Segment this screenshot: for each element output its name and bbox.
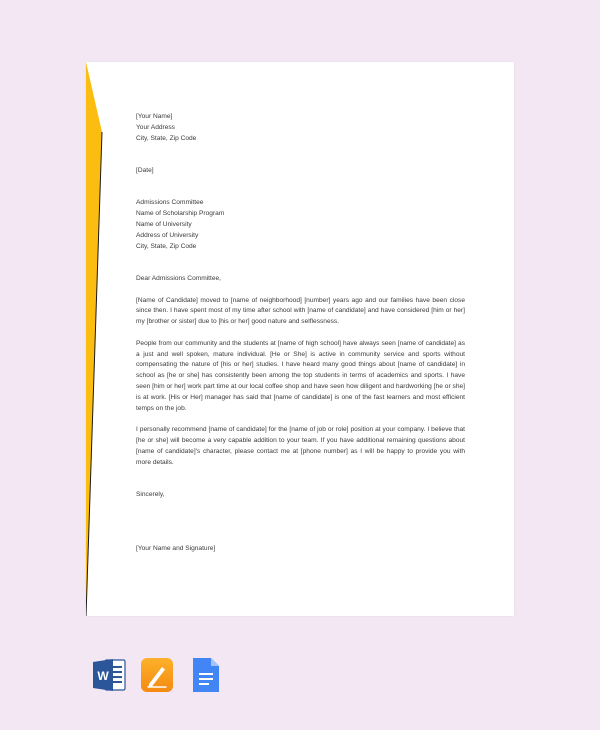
recipient-address: Address of University — [136, 231, 199, 239]
recipient-city: City, State, Zip Code — [136, 242, 197, 250]
app-format-icons — [92, 657, 222, 693]
pages-app-icon[interactable] — [140, 657, 174, 693]
word-letter: W — [97, 669, 109, 683]
recipient-university: Name of University — [136, 220, 192, 228]
recipient-program: Name of Scholarship Program — [136, 210, 225, 218]
signature: [Your Name and Signature] — [136, 544, 216, 552]
yellow-accent-stripe — [86, 62, 106, 616]
word-app-icon[interactable] — [92, 657, 126, 693]
letter-page — [86, 62, 514, 616]
sender-address: Your Address — [136, 123, 175, 131]
paragraph-1: [Name of Candidate] moved to [name of neighborhood] [number] years ago and our families have been close since then. I have spent most of my time after school with [name of candidate] and have considered [him or her] my [brother or sister] due to [his or her] good nature and selflessness. — [136, 296, 465, 326]
closing: Sincerely, — [136, 490, 165, 498]
google-docs-icon[interactable] — [188, 657, 222, 693]
paragraph-3: I personally recommend [name of candidate] for the [name of job or role] position at your company. I believe that [he or she] will become a very capable addition to your team. If you have additional remaining questions about [name of candidate]'s character, please contact me at [phone number] as I will be happy to provide you with more details. — [136, 426, 465, 466]
salutation: Dear Admissions Committee, — [136, 274, 222, 282]
letter-body — [136, 112, 465, 554]
paragraph-2: People from our community and the students at [name of high school] have always seen [name of candidate] as a just and well spoken, mature individual. [He or She] is active in community service and sports without compensating the nature of [his or her] studies. I have heard many good things about [name of candidate] in school as [he or she] has consistently been among the top students in terms of academics and sports. I have seen [him or her] work part time at our local coffee shop and have seen how diligent and hardworking [he or she] is at work. [His or Her] manager has said that [name of candidate] is one of the fast learners and most efficient temps on the job. — [136, 339, 465, 412]
sender-name: [Your Name] — [136, 113, 173, 120]
recipient-committee: Admissions Committee — [136, 199, 204, 207]
sender-city: City, State, Zip Code — [136, 134, 197, 142]
letter-date: [Date] — [136, 166, 154, 174]
